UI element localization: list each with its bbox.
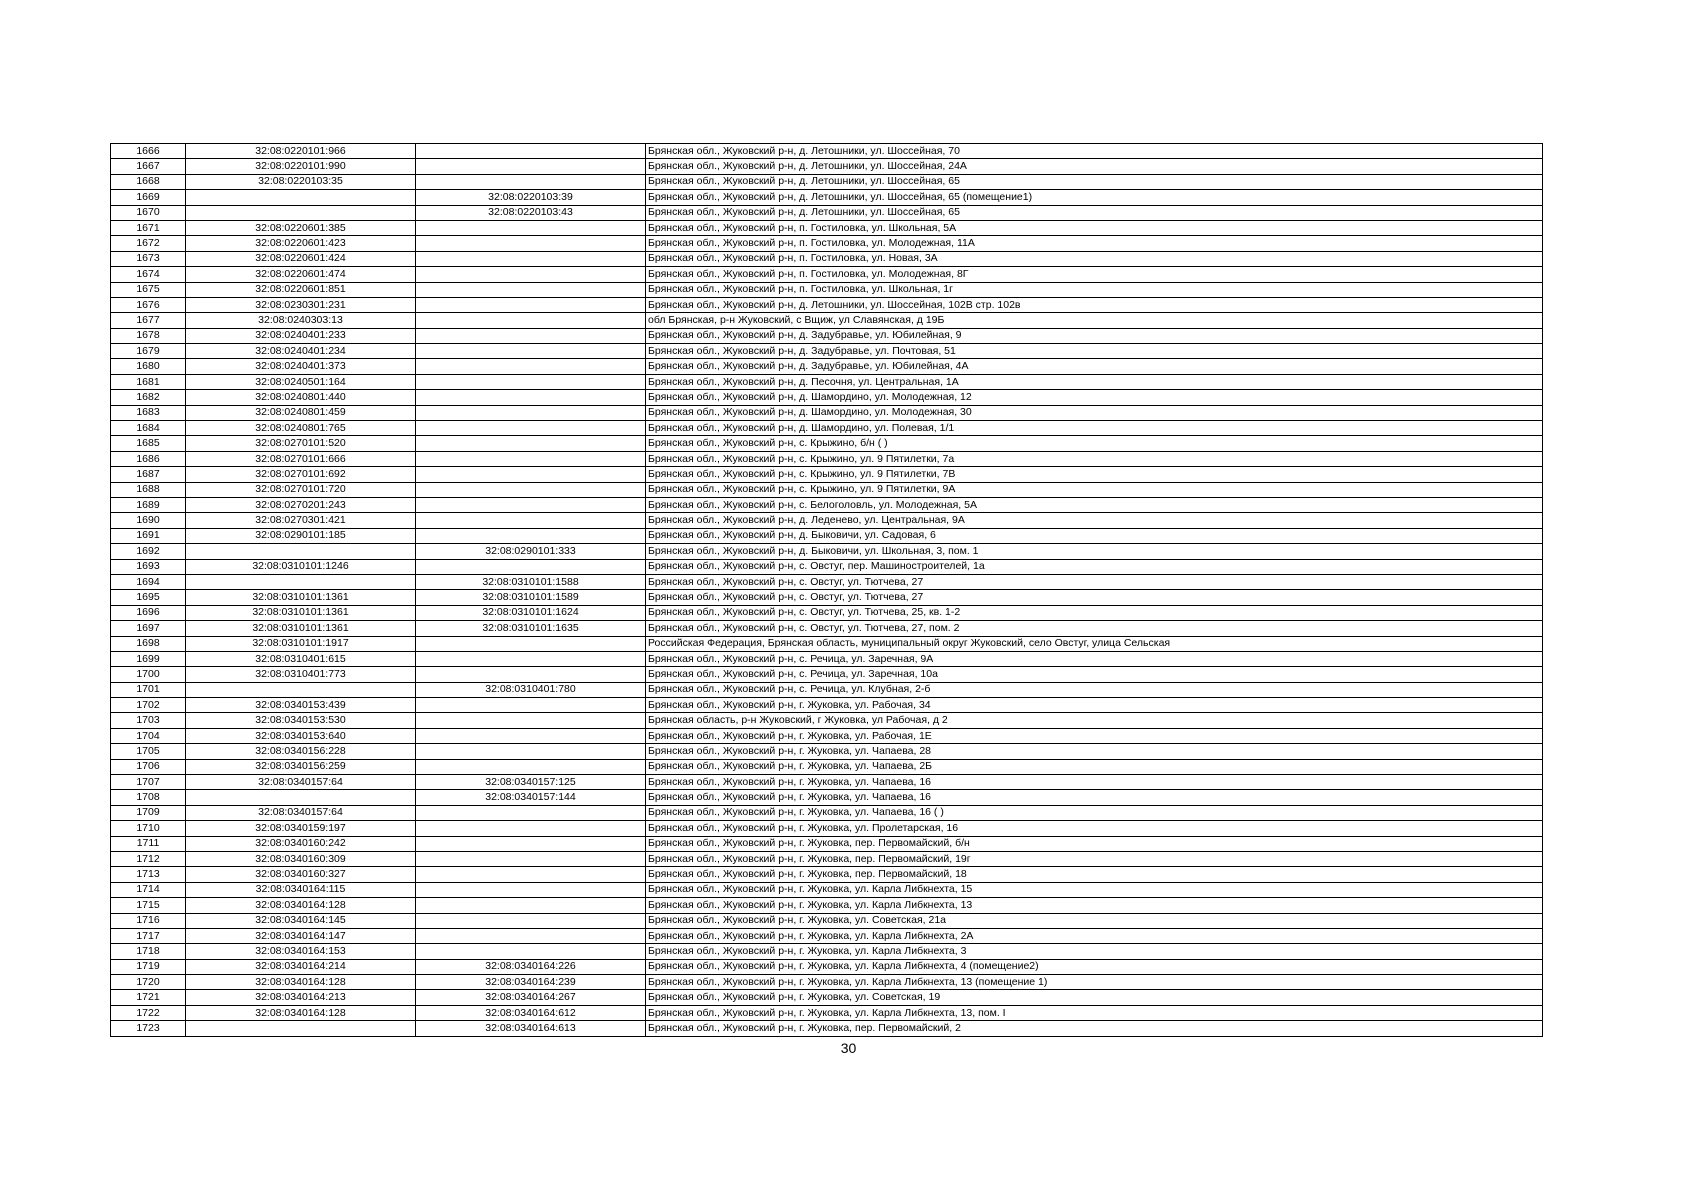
table-row [111,1005,1543,1020]
row-number-cell: 1674 [111,267,186,282]
premises-cadastral-number-cell [416,851,646,866]
address-cell: Брянская обл., Жуковский р-н, п. Гостиловка, ул. Молодежная, 8Г [646,267,1543,282]
address-cell: Брянская обл., Жуковский р-н, г. Жуковка, ул. Карла Либкнехта, 13 [646,898,1543,913]
address-cell: Брянская обл., Жуковский р-н, д. Летошники, ул. Шоссейная, 65 (помещение1) [646,190,1543,205]
row-number-cell: 1694 [111,574,186,589]
cadastral-number-cell: 32:08:0270101:520 [186,436,416,451]
premises-cadastral-number-cell [416,251,646,266]
table-row [111,236,1543,251]
row-number-cell: 1705 [111,744,186,759]
premises-cadastral-number-cell [416,928,646,943]
cadastral-number-cell: 32:08:0220601:851 [186,282,416,297]
cadastral-number-cell: 32:08:0220601:424 [186,251,416,266]
row-number-cell: 1711 [111,836,186,851]
premises-cadastral-number-cell [416,698,646,713]
row-number-cell: 1680 [111,359,186,374]
cadastral-number-cell: 32:08:0340153:439 [186,698,416,713]
cadastral-number-cell: 32:08:0340164:214 [186,959,416,974]
premises-cadastral-number-cell: 32:08:0290101:333 [416,544,646,559]
address-cell: Брянская обл., Жуковский р-н, г. Жуковка, ул. Рабочая, 1Е [646,728,1543,743]
row-number-cell: 1676 [111,297,186,312]
address-cell: Брянская обл., Жуковский р-н, д. Летошники, ул. Шоссейная, 65 [646,174,1543,189]
address-cell: Брянская обл., Жуковский р-н, д. Шамордино, ул. Молодежная, 12 [646,390,1543,405]
premises-cadastral-number-cell [416,436,646,451]
cadastral-number-cell: 32:08:0240501:164 [186,374,416,389]
table-row [111,928,1543,943]
cadastral-number-cell: 32:08:0340157:64 [186,805,416,820]
table-row [111,913,1543,928]
address-cell: Брянская обл., Жуковский р-н, д. Летошники, ул. Шоссейная, 24А [646,159,1543,174]
premises-cadastral-number-cell [416,344,646,359]
cadastral-number-cell: 32:08:0310101:1361 [186,621,416,636]
cadastral-number-cell: 32:08:0340164:145 [186,913,416,928]
address-cell: Брянская обл., Жуковский р-н, с. Речица, ул. Клубная, 2-б [646,682,1543,697]
row-number-cell: 1682 [111,390,186,405]
cadastral-number-cell: 32:08:0340160:327 [186,867,416,882]
address-cell: Брянская обл., Жуковский р-н, с. Крыжино, ул. 9 Пятилетки, 7В [646,467,1543,482]
address-cell: Брянская обл., Жуковский р-н, г. Жуковка, пер. Первомайский, 18 [646,867,1543,882]
cadastral-number-cell: 32:08:0340153:640 [186,728,416,743]
address-cell: Брянская обл., Жуковский р-н, с. Речица, ул. Заречная, 10а [646,667,1543,682]
row-number-cell: 1723 [111,1021,186,1036]
row-number-cell: 1721 [111,990,186,1005]
cadastral-number-cell: 32:08:0310101:1361 [186,605,416,620]
table-row [111,944,1543,959]
table-row [111,790,1543,805]
table-row [111,313,1543,328]
address-cell: Брянская обл., Жуковский р-н, г. Жуковка, пер. Первомайский, б/н [646,836,1543,851]
table-row [111,159,1543,174]
row-number-cell: 1668 [111,174,186,189]
address-cell: Брянская обл., Жуковский р-н, д. Песочня, ул. Центральная, 1А [646,374,1543,389]
premises-cadastral-number-cell [416,636,646,651]
table-row [111,821,1543,836]
row-number-cell: 1691 [111,528,186,543]
cadastral-number-cell: 32:08:0240401:373 [186,359,416,374]
row-number-cell: 1704 [111,728,186,743]
table-row [111,251,1543,266]
address-cell: Брянская обл., Жуковский р-н, д. Быковичи, ул. Школьная, 3, пом. 1 [646,544,1543,559]
address-cell: Брянская обл., Жуковский р-н, с. Овстуг, пер. Машиностроителей, 1а [646,559,1543,574]
table-row [111,882,1543,897]
table-row [111,636,1543,651]
premises-cadastral-number-cell [416,267,646,282]
premises-cadastral-number-cell [416,236,646,251]
table-row [111,528,1543,543]
address-cell: Брянская обл., Жуковский р-н, п. Гостиловка, ул. Молодежная, 11А [646,236,1543,251]
address-cell: Брянская область, р-н Жуковский, г Жуковка, ул Рабочая, д 2 [646,713,1543,728]
premises-cadastral-number-cell [416,174,646,189]
row-number-cell: 1678 [111,328,186,343]
premises-cadastral-number-cell [416,328,646,343]
premises-cadastral-number-cell [416,359,646,374]
cadastral-number-cell: 32:08:0310101:1361 [186,590,416,605]
table-row [111,359,1543,374]
address-cell: Брянская обл., Жуковский р-н, г. Жуковка, ул. Рабочая, 34 [646,698,1543,713]
cadastral-number-cell: 32:08:0340156:259 [186,759,416,774]
row-number-cell: 1706 [111,759,186,774]
address-cell: Брянская обл., Жуковский р-н, г. Жуковка, ул. Пролетарская, 16 [646,821,1543,836]
row-number-cell: 1687 [111,467,186,482]
table-row [111,467,1543,482]
row-number-cell: 1677 [111,313,186,328]
table-row [111,744,1543,759]
page-number: 30 [840,1040,857,1056]
premises-cadastral-number-cell: 32:08:0310101:1635 [416,621,646,636]
cadastral-number-cell: 32:08:0310401:773 [186,667,416,682]
premises-cadastral-number-cell: 32:08:0340157:144 [416,790,646,805]
premises-cadastral-number-cell [416,836,646,851]
address-cell: обл Брянская, р-н Жуковский, с Вщиж, ул Славянская, д 19Б [646,313,1543,328]
premises-cadastral-number-cell [416,667,646,682]
premises-cadastral-number-cell [416,451,646,466]
cadastral-number-cell: 32:08:0340164:115 [186,882,416,897]
cadastral-number-cell: 32:08:0340160:309 [186,851,416,866]
table-row [111,436,1543,451]
cadastral-number-cell [186,1021,416,1036]
table-row [111,559,1543,574]
premises-cadastral-number-cell [416,882,646,897]
row-number-cell: 1710 [111,821,186,836]
address-cell: Брянская обл., Жуковский р-н, г. Жуковка, ул. Чапаева, 16 [646,775,1543,790]
premises-cadastral-number-cell [416,374,646,389]
premises-cadastral-number-cell: 32:08:0310101:1624 [416,605,646,620]
premises-cadastral-number-cell [416,282,646,297]
row-number-cell: 1695 [111,590,186,605]
premises-cadastral-number-cell [416,313,646,328]
row-number-cell: 1708 [111,790,186,805]
cadastral-number-cell [186,190,416,205]
cadastral-number-cell: 32:08:0230301:231 [186,297,416,312]
row-number-cell: 1714 [111,882,186,897]
row-number-cell: 1689 [111,497,186,512]
cadastral-number-cell: 32:08:0240401:233 [186,328,416,343]
address-cell: Брянская обл., Жуковский р-н, с. Крыжино, ул. 9 Пятилетки, 7а [646,451,1543,466]
row-number-cell: 1667 [111,159,186,174]
cadastral-number-cell: 32:08:0290101:185 [186,528,416,543]
row-number-cell: 1697 [111,621,186,636]
address-cell: Брянская обл., Жуковский р-н, п. Гостиловка, ул. Школьная, 5А [646,220,1543,235]
cadastral-number-cell: 32:08:0220601:385 [186,220,416,235]
premises-cadastral-number-cell: 32:08:0340164:267 [416,990,646,1005]
cadastral-number-cell: 32:08:0340164:128 [186,1005,416,1020]
address-cell: Брянская обл., Жуковский р-н, с. Овстуг, ул. Тютчева, 27 [646,574,1543,589]
premises-cadastral-number-cell: 32:08:0340164:239 [416,975,646,990]
row-number-cell: 1717 [111,928,186,943]
cadastral-number-cell: 32:08:0310101:1246 [186,559,416,574]
address-cell: Брянская обл., Жуковский р-н, д. Задубравье, ул. Юбилейная, 4А [646,359,1543,374]
premises-cadastral-number-cell [416,805,646,820]
table-row [111,775,1543,790]
address-cell: Брянская обл., Жуковский р-н, г. Жуковка, пер. Первомайский, 19г [646,851,1543,866]
cadastral-number-cell: 32:08:0270201:243 [186,497,416,512]
table-row [111,405,1543,420]
address-cell: Брянская обл., Жуковский р-н, с. Овстуг, ул. Тютчева, 27 [646,590,1543,605]
row-number-cell: 1699 [111,651,186,666]
table-row [111,975,1543,990]
premises-cadastral-number-cell: 32:08:0310101:1588 [416,574,646,589]
row-number-cell: 1719 [111,959,186,974]
table-row [111,374,1543,389]
cadastral-number-cell: 32:08:0340164:128 [186,975,416,990]
cadastral-number-cell: 32:08:0220103:35 [186,174,416,189]
premises-cadastral-number-cell [416,913,646,928]
row-number-cell: 1675 [111,282,186,297]
address-cell: Брянская обл., Жуковский р-н, с. Речица, ул. Заречная, 9А [646,651,1543,666]
address-cell: Брянская обл., Жуковский р-н, д. Шамордино, ул. Полевая, 1/1 [646,421,1543,436]
premises-cadastral-number-cell [416,390,646,405]
address-cell: Брянская обл., Жуковский р-н, г. Жуковка, ул. Чапаева, 16 ( ) [646,805,1543,820]
table-row [111,328,1543,343]
premises-cadastral-number-cell: 32:08:0340164:226 [416,959,646,974]
row-number-cell: 1713 [111,867,186,882]
premises-cadastral-number-cell [416,821,646,836]
row-number-cell: 1718 [111,944,186,959]
cadastral-number-cell: 32:08:0270101:720 [186,482,416,497]
cadastral-number-cell: 32:08:0240801:440 [186,390,416,405]
row-number-cell: 1720 [111,975,186,990]
premises-cadastral-number-cell [416,898,646,913]
address-cell: Брянская обл., Жуковский р-н, д. Быковичи, ул. Садовая, 6 [646,528,1543,543]
address-cell: Российская Федерация, Брянская область, муниципальный округ Жуковский, село Овстуг, улица Сельская [646,636,1543,651]
table-row [111,667,1543,682]
row-number-cell: 1715 [111,898,186,913]
table-row [111,344,1543,359]
row-number-cell: 1690 [111,513,186,528]
premises-cadastral-number-cell: 32:08:0340164:612 [416,1005,646,1020]
premises-cadastral-number-cell: 32:08:0340157:125 [416,775,646,790]
table-row [111,990,1543,1005]
premises-cadastral-number-cell [416,405,646,420]
cadastral-number-cell: 32:08:0270101:666 [186,451,416,466]
table-row [111,574,1543,589]
property-table-body [111,144,1543,1037]
address-cell: Брянская обл., Жуковский р-н, д. Леденево, ул. Центральная, 9А [646,513,1543,528]
table-row [111,682,1543,697]
row-number-cell: 1686 [111,451,186,466]
table-row [111,805,1543,820]
row-number-cell: 1684 [111,421,186,436]
table-row [111,482,1543,497]
table-row [111,297,1543,312]
table-row [111,1021,1543,1036]
row-number-cell: 1696 [111,605,186,620]
row-number-cell: 1702 [111,698,186,713]
row-number-cell: 1698 [111,636,186,651]
premises-cadastral-number-cell [416,944,646,959]
row-number-cell: 1701 [111,682,186,697]
cadastral-number-cell: 32:08:0340164:153 [186,944,416,959]
address-cell: Брянская обл., Жуковский р-н, д. Задубравье, ул. Почтовая, 51 [646,344,1543,359]
address-cell: Брянская обл., Жуковский р-н, г. Жуковка, ул. Карла Либкнехта, 3 [646,944,1543,959]
address-cell: Брянская обл., Жуковский р-н, д. Задубравье, ул. Юбилейная, 9 [646,328,1543,343]
cadastral-number-cell: 32:08:0240401:234 [186,344,416,359]
table-row [111,282,1543,297]
address-cell: Брянская обл., Жуковский р-н, д. Шамордино, ул. Молодежная, 30 [646,405,1543,420]
address-cell: Брянская обл., Жуковский р-н, с. Овстуг, ул. Тютчева, 27, пом. 2 [646,621,1543,636]
row-number-cell: 1707 [111,775,186,790]
cadastral-number-cell: 32:08:0340164:147 [186,928,416,943]
row-number-cell: 1681 [111,374,186,389]
cadastral-number-cell: 32:08:0220601:423 [186,236,416,251]
address-cell: Брянская обл., Жуковский р-н, г. Жуковка, ул. Карла Либкнехта, 4 (помещение2) [646,959,1543,974]
table-row [111,174,1543,189]
table-row [111,267,1543,282]
premises-cadastral-number-cell [416,559,646,574]
premises-cadastral-number-cell [416,713,646,728]
address-cell: Брянская обл., Жуковский р-н, г. Жуковка, ул. Советская, 19 [646,990,1543,1005]
premises-cadastral-number-cell [416,220,646,235]
table-row [111,759,1543,774]
row-number-cell: 1688 [111,482,186,497]
premises-cadastral-number-cell: 32:08:0310101:1589 [416,590,646,605]
cadastral-number-cell: 32:08:0270101:692 [186,467,416,482]
premises-cadastral-number-cell [416,867,646,882]
cadastral-number-cell: 32:08:0220101:966 [186,144,416,159]
table-row [111,513,1543,528]
premises-cadastral-number-cell [416,482,646,497]
address-cell: Брянская обл., Жуковский р-н, г. Жуковка, пер. Первомайский, 2 [646,1021,1543,1036]
table-row [111,544,1543,559]
cadastral-number-cell: 32:08:0340153:530 [186,713,416,728]
table-row [111,698,1543,713]
table-row [111,898,1543,913]
table-row [111,651,1543,666]
address-cell: Брянская обл., Жуковский р-н, г. Жуковка, ул. Советская, 21а [646,913,1543,928]
property-table [110,143,1543,1037]
row-number-cell: 1712 [111,851,186,866]
premises-cadastral-number-cell [416,528,646,543]
address-cell: Брянская обл., Жуковский р-н, с. Овстуг, ул. Тютчева, 25, кв. 1-2 [646,605,1543,620]
table-row [111,836,1543,851]
cadastral-number-cell: 32:08:0340160:242 [186,836,416,851]
table-row [111,205,1543,220]
cadastral-number-cell [186,682,416,697]
cadastral-number-cell: 32:08:0340159:197 [186,821,416,836]
cadastral-number-cell: 32:08:0240801:765 [186,421,416,436]
address-cell: Брянская обл., Жуковский р-н, с. Белоголовль, ул. Молодежная, 5А [646,497,1543,512]
cadastral-number-cell [186,574,416,589]
cadastral-number-cell: 32:08:0240303:13 [186,313,416,328]
table-row [111,621,1543,636]
row-number-cell: 1679 [111,344,186,359]
row-number-cell: 1673 [111,251,186,266]
cadastral-number-cell: 32:08:0220601:474 [186,267,416,282]
address-cell: Брянская обл., Жуковский р-н, п. Гостиловка, ул. Новая, 3А [646,251,1543,266]
address-cell: Брянская обл., Жуковский р-н, с. Крыжино, ул. 9 Пятилетки, 9А [646,482,1543,497]
row-number-cell: 1669 [111,190,186,205]
row-number-cell: 1671 [111,220,186,235]
premises-cadastral-number-cell [416,467,646,482]
address-cell: Брянская обл., Жуковский р-н, д. Летошники, ул. Шоссейная, 102В стр. 102в [646,297,1543,312]
cadastral-number-cell: 32:08:0310401:615 [186,651,416,666]
cadastral-number-cell [186,544,416,559]
cadastral-number-cell: 32:08:0270301:421 [186,513,416,528]
address-cell: Брянская обл., Жуковский р-н, с. Крыжино, б/н ( ) [646,436,1543,451]
table-row [111,590,1543,605]
table-row [111,728,1543,743]
table-row [111,959,1543,974]
cadastral-number-cell: 32:08:0310101:1917 [186,636,416,651]
address-cell: Брянская обл., Жуковский р-н, г. Жуковка, ул. Карла Либкнехта, 15 [646,882,1543,897]
row-number-cell: 1722 [111,1005,186,1020]
address-cell: Брянская обл., Жуковский р-н, д. Летошники, ул. Шоссейная, 65 [646,205,1543,220]
table-row [111,421,1543,436]
row-number-cell: 1700 [111,667,186,682]
table-row [111,497,1543,512]
address-cell: Брянская обл., Жуковский р-н, г. Жуковка, ул. Чапаева, 2Б [646,759,1543,774]
row-number-cell: 1692 [111,544,186,559]
row-number-cell: 1709 [111,805,186,820]
table-row [111,144,1543,159]
address-cell: Брянская обл., Жуковский р-н, д. Летошники, ул. Шоссейная, 70 [646,144,1543,159]
premises-cadastral-number-cell [416,497,646,512]
row-number-cell: 1685 [111,436,186,451]
table-row [111,867,1543,882]
cadastral-number-cell: 32:08:0340164:213 [186,990,416,1005]
table-row [111,190,1543,205]
cadastral-number-cell [186,790,416,805]
row-number-cell: 1670 [111,205,186,220]
row-number-cell: 1672 [111,236,186,251]
row-number-cell: 1716 [111,913,186,928]
table-row [111,220,1543,235]
cadastral-number-cell: 32:08:0340164:128 [186,898,416,913]
premises-cadastral-number-cell: 32:08:0340164:613 [416,1021,646,1036]
premises-cadastral-number-cell: 32:08:0310401:780 [416,682,646,697]
address-cell: Брянская обл., Жуковский р-н, п. Гостиловка, ул. Школьная, 1г [646,282,1543,297]
address-cell: Брянская обл., Жуковский р-н, г. Жуковка, ул. Карла Либкнехта, 13, пом. I [646,1005,1543,1020]
premises-cadastral-number-cell [416,759,646,774]
cadastral-number-cell: 32:08:0340156:228 [186,744,416,759]
premises-cadastral-number-cell: 32:08:0220103:43 [416,205,646,220]
cadastral-number-cell: 32:08:0340157:64 [186,775,416,790]
cadastral-number-cell [186,205,416,220]
table-row [111,390,1543,405]
cadastral-number-cell: 32:08:0240801:459 [186,405,416,420]
premises-cadastral-number-cell [416,651,646,666]
premises-cadastral-number-cell [416,421,646,436]
row-number-cell: 1703 [111,713,186,728]
premises-cadastral-number-cell [416,744,646,759]
row-number-cell: 1693 [111,559,186,574]
row-number-cell: 1666 [111,144,186,159]
premises-cadastral-number-cell [416,159,646,174]
premises-cadastral-number-cell [416,297,646,312]
premises-cadastral-number-cell: 32:08:0220103:39 [416,190,646,205]
premises-cadastral-number-cell [416,728,646,743]
table-row [111,451,1543,466]
address-cell: Брянская обл., Жуковский р-н, г. Жуковка, ул. Чапаева, 28 [646,744,1543,759]
table-row [111,851,1543,866]
table-row [111,605,1543,620]
row-number-cell: 1683 [111,405,186,420]
premises-cadastral-number-cell [416,513,646,528]
table-row [111,713,1543,728]
cadastral-number-cell: 32:08:0220101:990 [186,159,416,174]
premises-cadastral-number-cell [416,144,646,159]
address-cell: Брянская обл., Жуковский р-н, г. Жуковка, ул. Карла Либкнехта, 13 (помещение 1) [646,975,1543,990]
address-cell: Брянская обл., Жуковский р-н, г. Жуковка, ул. Карла Либкнехта, 2А [646,928,1543,943]
address-cell: Брянская обл., Жуковский р-н, г. Жуковка, ул. Чапаева, 16 [646,790,1543,805]
